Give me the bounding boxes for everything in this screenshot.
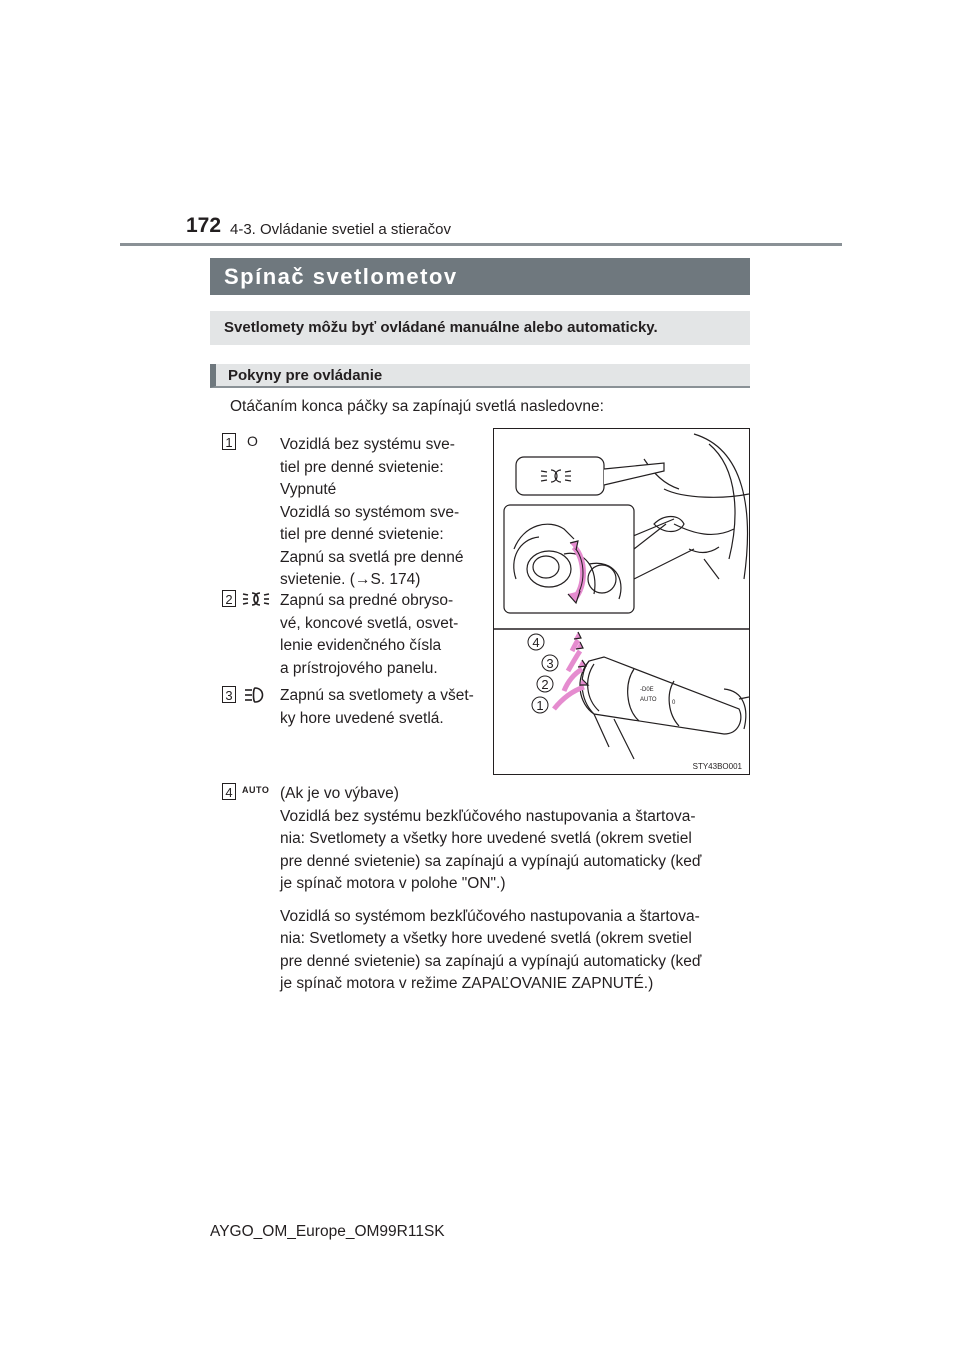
svg-text:-D0E: -D0E xyxy=(640,687,654,693)
item-number-4: 4 xyxy=(222,783,236,800)
item-text-4: (Ak je vo výbave) Vozidlá bez systému bezkľúčového nastupovania a štartova- nia: Svetlomety a všetky hore uvedené svetlá (okrem svetiel pre denné svietenie) sa zapínajú a vypínajú automaticky (keď je spínač motora v polohe "ON".) Vozidlá so systémom bezkľúčového nastupovania a štartova- nia: Svetlomety a všetky hore uvedené svetlá (okrem svetiel pre denné svietenie) sa zapínajú a vypínajú automaticky (keď je spínač motora v režime ZAPAĽOVANIE ZAPNUTÉ.) xyxy=(280,785,702,992)
headlight-icon xyxy=(243,685,267,705)
auto-symbol-icon: AUTO xyxy=(242,785,270,795)
figure-callout-4: 4 xyxy=(532,635,540,650)
page-number: 172 xyxy=(186,214,222,237)
item-number-2: 2 xyxy=(222,590,236,607)
section-title: 4-3. Ovládanie svetiel a stieračov xyxy=(230,221,451,238)
figure-code: STY43BO001 xyxy=(692,762,742,771)
figure-callout-3: 3 xyxy=(546,656,554,671)
sub-heading xyxy=(210,364,750,388)
off-symbol-icon: O xyxy=(247,433,258,449)
item-text-2: Zapnú sa predné obryso- vé, koncové svetlá, osvet- lenie evidenčného čísla a prístrojového panelu. xyxy=(280,592,459,677)
sub-heading-text: Pokyny pre ovládanie xyxy=(228,367,383,384)
header-rule xyxy=(120,243,842,246)
lead-text: Otáčaním konca páčky sa zapínajú svetlá nasledovne: xyxy=(230,398,604,415)
intro-text: Svetlomety môžu byť ovládané manuálne alebo automaticky. xyxy=(224,319,658,336)
intro-box xyxy=(210,311,750,345)
item-number-1: 1 xyxy=(222,433,236,450)
parking-light-icon xyxy=(241,590,271,608)
figure-illustration xyxy=(494,429,749,774)
main-heading xyxy=(210,258,750,295)
item-text-1: Vozidlá bez systému sve- tiel pre denné svietenie: Vypnuté Vozidlá so systémom sve- tiel pre denné svietenie: Zapnú sa svetlá pre denné svietenie. (→S. 174) xyxy=(280,436,464,588)
document-footer: AYGO_OM_Europe_OM99R11SK xyxy=(210,1223,445,1240)
main-heading-text: Spínač svetlometov xyxy=(224,264,458,289)
figure-callout-1: 1 xyxy=(536,698,544,713)
svg-text:AUTO: AUTO xyxy=(640,697,657,703)
light-switch-figure xyxy=(493,428,750,775)
svg-text:0: 0 xyxy=(672,700,676,706)
item-number-3: 3 xyxy=(222,686,236,703)
figure-callout-2: 2 xyxy=(541,677,549,692)
item-text-3: Zapnú sa svetlomety a všet- ky hore uvedené svetlá. xyxy=(280,687,474,727)
